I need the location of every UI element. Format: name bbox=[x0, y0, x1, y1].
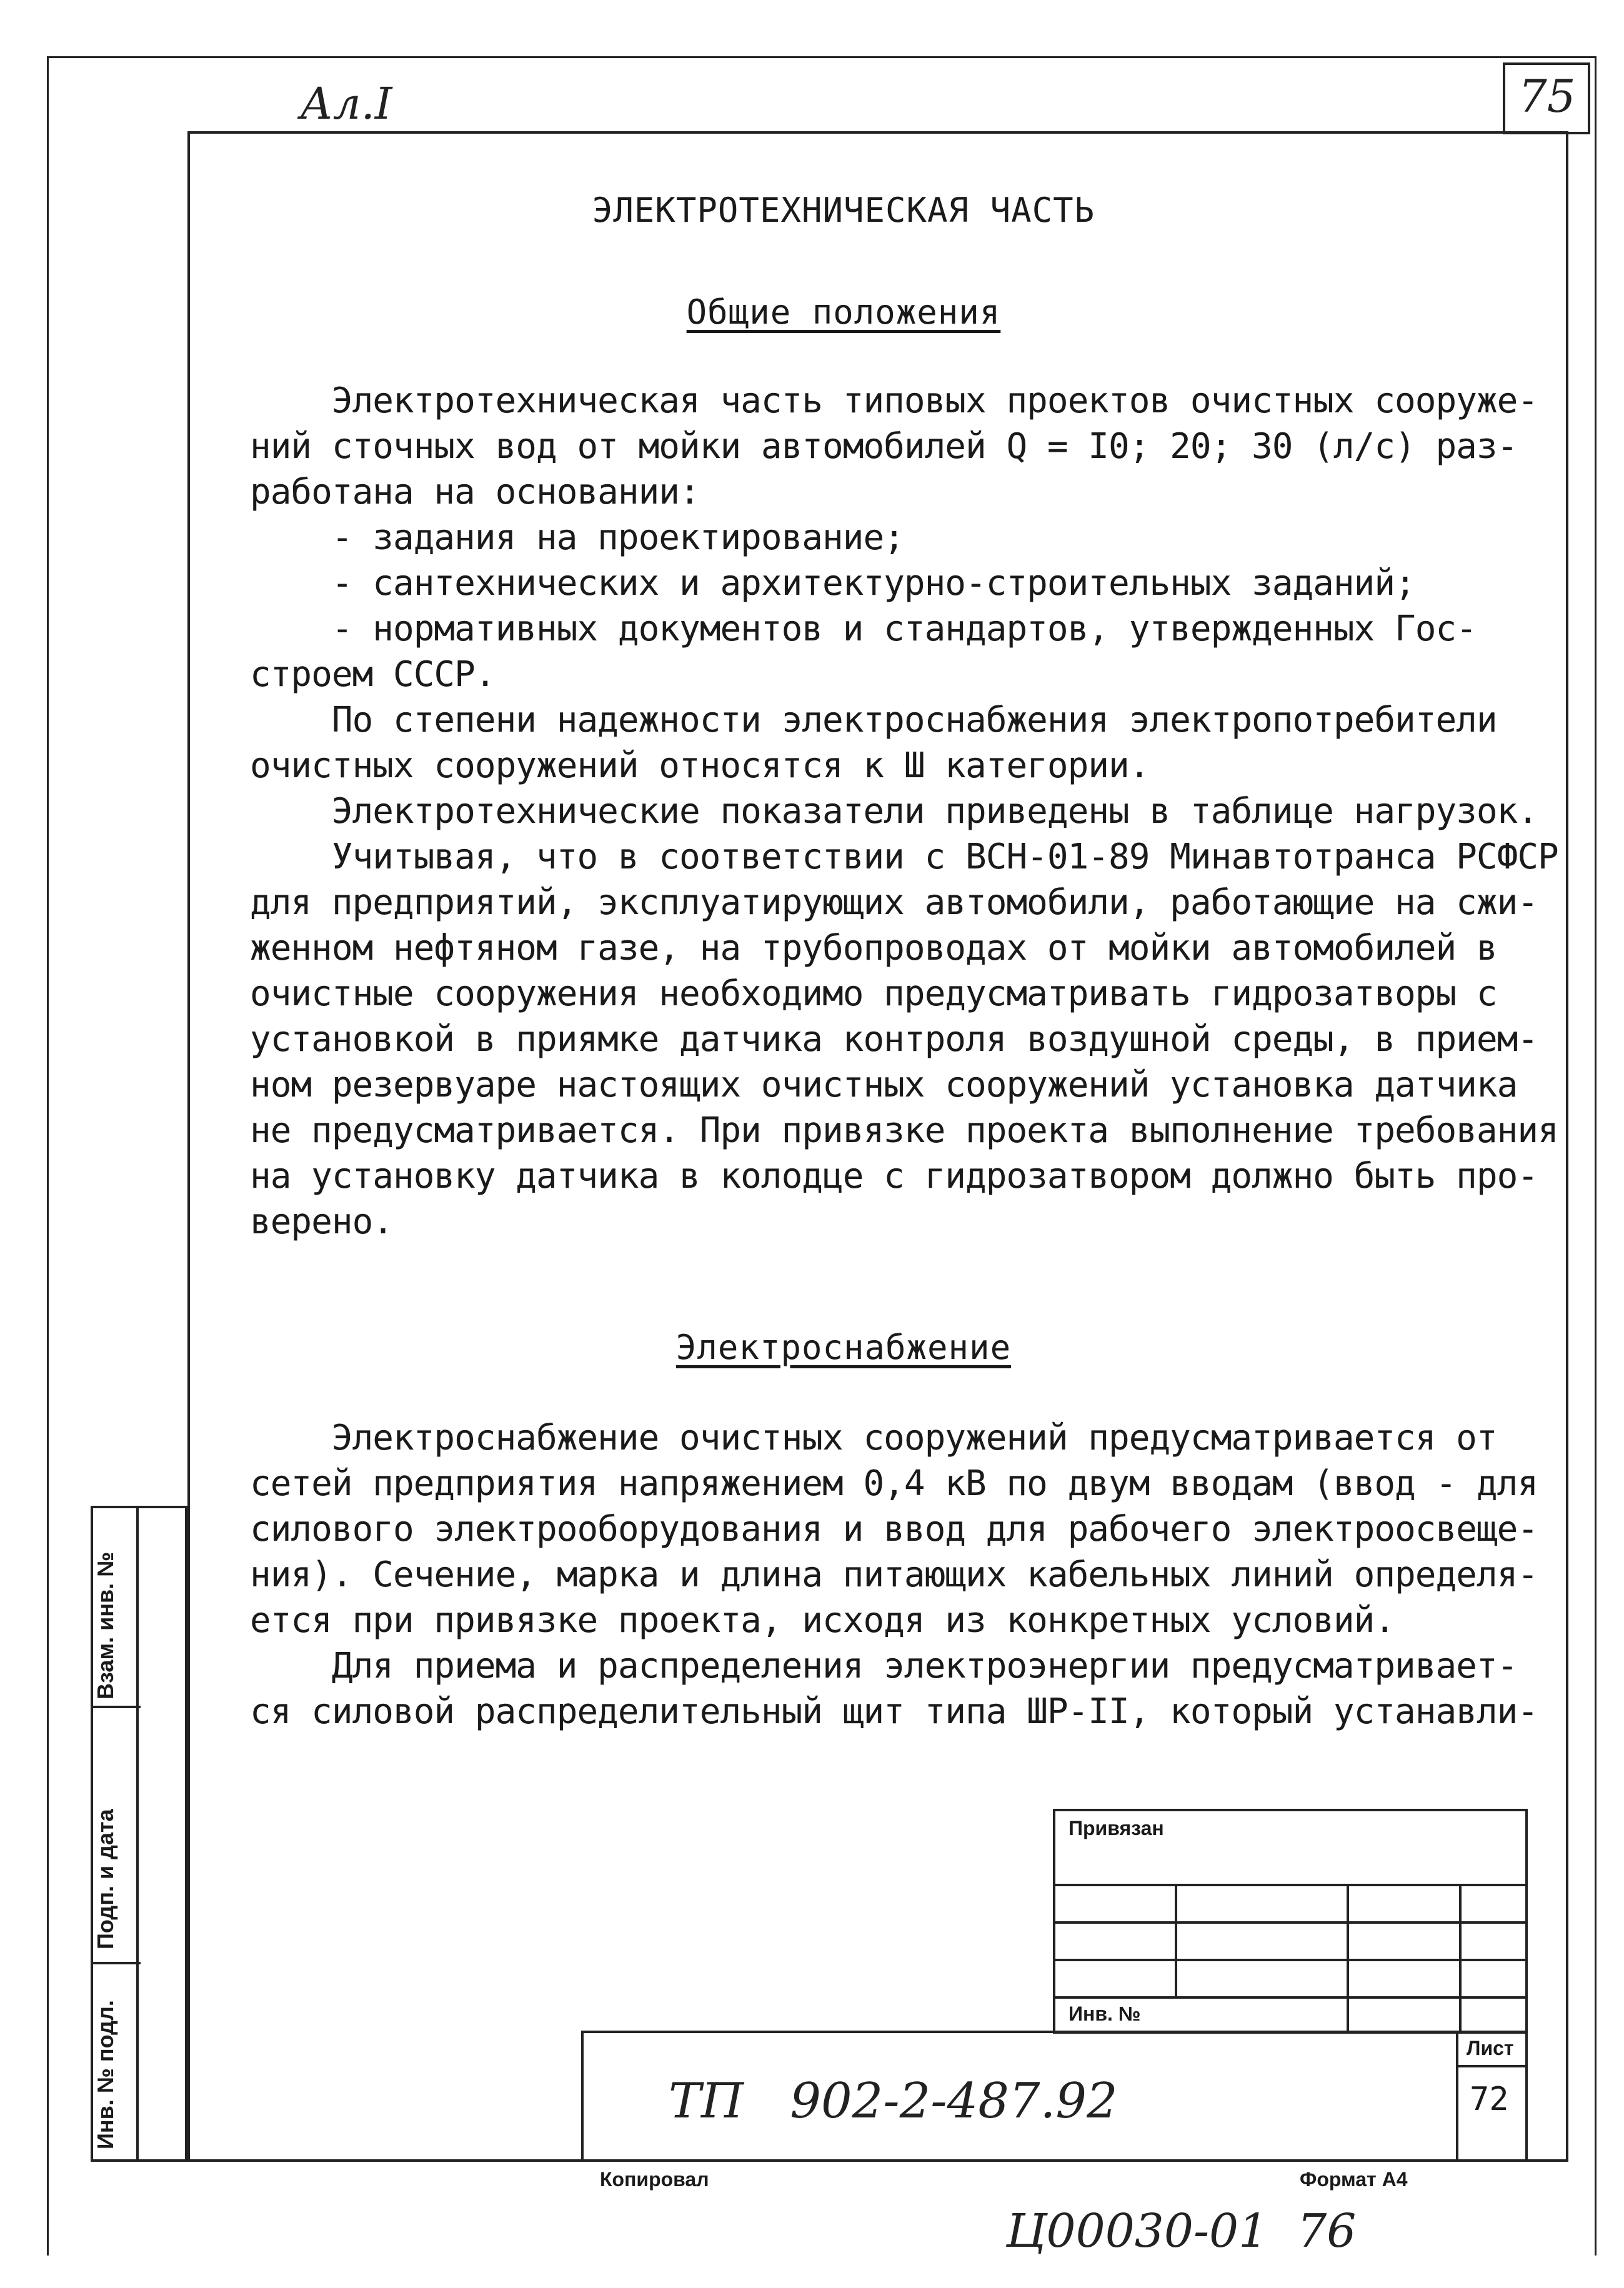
text-line: Для приема и распределения электроэнергии предусматривает- bbox=[250, 1646, 1518, 1686]
text-line: очистные сооружения необходимо предусматривать гидрозатворы с bbox=[250, 973, 1497, 1014]
privyazan-label: Привязан bbox=[1069, 1817, 1164, 1839]
document-code: ТП 902-2-487.92 bbox=[669, 2073, 1118, 2129]
text-line: - сантехнических и архитектурно-строительных заданий; bbox=[250, 563, 1415, 604]
text-line: очистных сооружений относятся к Ш категории. bbox=[250, 745, 1150, 786]
text-line: Электротехнические показатели приведены в таблице нагрузок. bbox=[250, 791, 1538, 832]
text-line: ния). Сечение, марка и длина питающих кабельных линий определя- bbox=[250, 1554, 1538, 1595]
tb-col-a bbox=[1175, 1884, 1177, 1996]
side-stamp-divider bbox=[136, 1506, 139, 2162]
side-stamp-row2 bbox=[91, 1962, 141, 1964]
tb-row-a bbox=[1053, 1884, 1528, 1886]
list-value: 72 bbox=[1470, 2081, 1509, 2118]
kopiroval-label: Копировал bbox=[600, 2168, 709, 2191]
section-heading-power-supply: Электроснабжение bbox=[675, 1328, 1012, 1367]
text-line: - нормативных документов и стандартов, утвержденных Гос- bbox=[250, 609, 1477, 649]
list-row bbox=[1456, 2065, 1528, 2067]
tb-col-c bbox=[1459, 1884, 1462, 2034]
format-label: Формат А4 bbox=[1300, 2168, 1408, 2191]
text-line: установкой в приямке датчика контроля воздушной среды, в прием- bbox=[250, 1019, 1538, 1060]
list-label: Лист bbox=[1467, 2037, 1514, 2059]
section-heading-general: Общие положения bbox=[686, 292, 1001, 332]
sheet-mark: Ал.I bbox=[300, 78, 392, 129]
text-line: Электротехническая часть типовых проектов очистных сооруже- bbox=[250, 381, 1538, 421]
tb-row-c bbox=[1053, 1959, 1528, 1961]
side-stamp-row1 bbox=[91, 1706, 141, 1708]
text-line: женном нефтяном газе, на трубопроводах от мойки автомобилей в bbox=[250, 928, 1497, 968]
document-title: ЭЛЕКТРОТЕХНИЧЕСКАЯ ЧАСТЬ bbox=[592, 191, 1095, 230]
tb-row-d bbox=[1053, 1996, 1528, 1999]
text-line: работана на основании: bbox=[250, 472, 700, 512]
text-line: на установку датчика в колодце с гидрозатвором должно быть про- bbox=[250, 1156, 1538, 1196]
text-line: - задания на проектирование; bbox=[250, 517, 904, 558]
page-number: 75 bbox=[1518, 70, 1576, 122]
tb-row-b bbox=[1053, 1921, 1528, 1924]
text-line: для предприятий, эксплуатирующих автомобили, работающие на сжи- bbox=[250, 882, 1538, 923]
archive-code: Ц00030-01 76 bbox=[1006, 2204, 1357, 2258]
text-line: ном резервуаре настоящих очистных сооружений установка датчика bbox=[250, 1065, 1518, 1105]
text-line: ся силовой распределительный щит типа ШР-II, который устанавли- bbox=[250, 1691, 1538, 1732]
tb-col-b bbox=[1347, 1884, 1349, 2034]
text-line: верено. bbox=[250, 1201, 394, 1242]
text-line: Учитывая, что в соответствии с ВСН-01-89 Минавтотранса РСФСР bbox=[250, 837, 1558, 877]
text-line: По степени надежности электроснабжения электропотребители bbox=[250, 700, 1497, 740]
text-line: силового электрооборудования и ввод для рабочего электроосвеще- bbox=[250, 1509, 1538, 1549]
text-line: ний сточных вод от мойки автомобилей Q = I0; 20; 30 (л/с) раз- bbox=[250, 426, 1518, 467]
text-line: сетей предприятия напряжением 0,4 кВ по двум вводам (ввод - для bbox=[250, 1463, 1538, 1504]
outer-frame-left bbox=[47, 56, 49, 2256]
text-line: Электроснабжение очистных сооружений предусматривается от bbox=[250, 1418, 1497, 1458]
text-line: ется при привязке проекта, исходя из конкретных условий. bbox=[250, 1600, 1395, 1641]
list-divider bbox=[1456, 2031, 1458, 2162]
text-line: строем СССР. bbox=[250, 654, 496, 695]
inv-no-label: Инв. № bbox=[1069, 2002, 1141, 2025]
text-line: не предусматривается. При привязке проекта выполнение требования bbox=[250, 1110, 1558, 1151]
outer-frame-top bbox=[47, 56, 1597, 58]
outer-frame-right bbox=[1595, 56, 1597, 2256]
